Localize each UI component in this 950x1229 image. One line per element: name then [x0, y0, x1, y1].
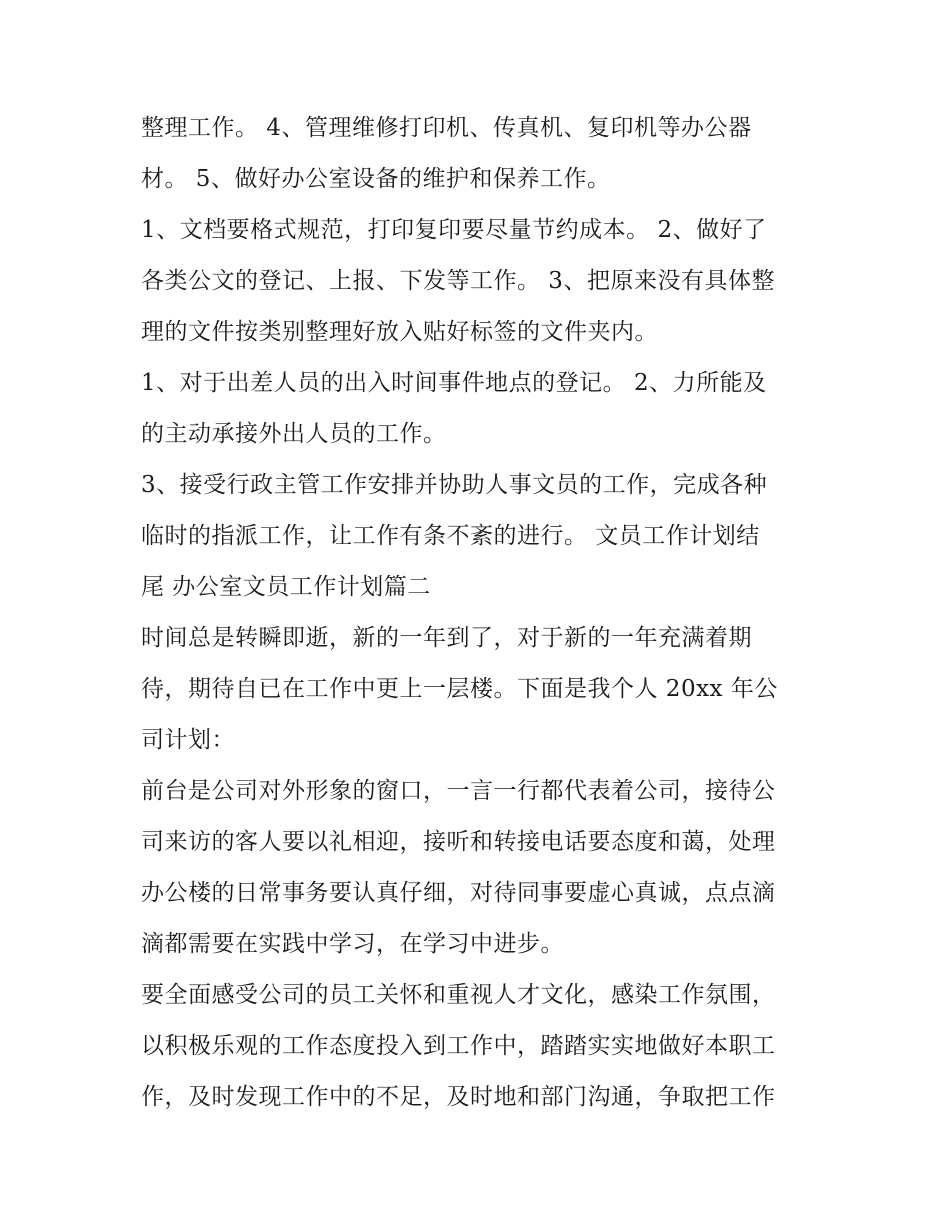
text-line: 3、接受行政主管工作安排并协助人事文员的工作，完成各种 — [141, 472, 768, 498]
text-line: 1、对于出差人员的出入时间事件地点的登记。 2、力所能及 — [141, 370, 767, 396]
text-line: 的主动承接外出人员的工作。 — [141, 421, 447, 447]
document-body — [141, 103, 821, 1123]
text-line: 1、文档要格式规范，打印复印要尽量节约成本。 2、做好了 — [141, 217, 767, 243]
paragraph-5 — [141, 613, 821, 766]
text-line: 办公楼的日常事务要认真仔细，对待同事要虚心真诚，点点滴 — [141, 880, 776, 906]
text-line: 待，期待自已在工作中更上一层楼。下面是我个人 20xx 年公 — [141, 676, 778, 702]
text-line: 滴都需要在实践中学习，在学习中进步。 — [141, 931, 564, 957]
text-line: 临时的指派工作，让工作有条不紊的进行。 文员工作计划结 — [141, 523, 760, 549]
text-line: 作，及时发现工作中的不足，及时地和部门沟通，争取把工作 — [141, 1084, 776, 1110]
paragraph-3 — [141, 358, 821, 460]
text-line: 材。 5、做好办公室设备的维护和保养工作。 — [141, 166, 611, 192]
text-line: 司来访的客人要以礼相迎，接听和转接电话要态度和蔼，处理 — [141, 829, 776, 855]
paragraph-6 — [141, 766, 821, 970]
text-line: 理的文件按类别整理好放入贴好标签的文件夹内。 — [141, 319, 658, 345]
paragraph-1 — [141, 103, 821, 205]
paragraph-4 — [141, 460, 821, 613]
text-line: 各类公文的登记、上报、下发等工作。 3、把原来没有具体整 — [141, 268, 775, 294]
text-line: 要全面感受公司的员工关怀和重视人才文化，感染工作氛围， — [141, 982, 776, 1008]
text-line: 以积极乐观的工作态度投入到工作中，踏踏实实地做好本职工 — [141, 1033, 776, 1059]
text-line: 前台是公司对外形象的窗口，一言一行都代表着公司，接待公 — [141, 778, 776, 804]
text-line: 尾 办公室文员工作计划篇二 — [141, 574, 431, 600]
paragraph-2 — [141, 205, 821, 358]
text-line: 时间总是转瞬即逝，新的一年到了，对于新的一年充满着期 — [141, 625, 752, 651]
paragraph-7 — [141, 970, 821, 1123]
text-line: 整理工作。 4、管理维修打印机、传真机、复印机等办公器 — [141, 115, 752, 141]
text-line: 司计划： — [141, 727, 235, 753]
